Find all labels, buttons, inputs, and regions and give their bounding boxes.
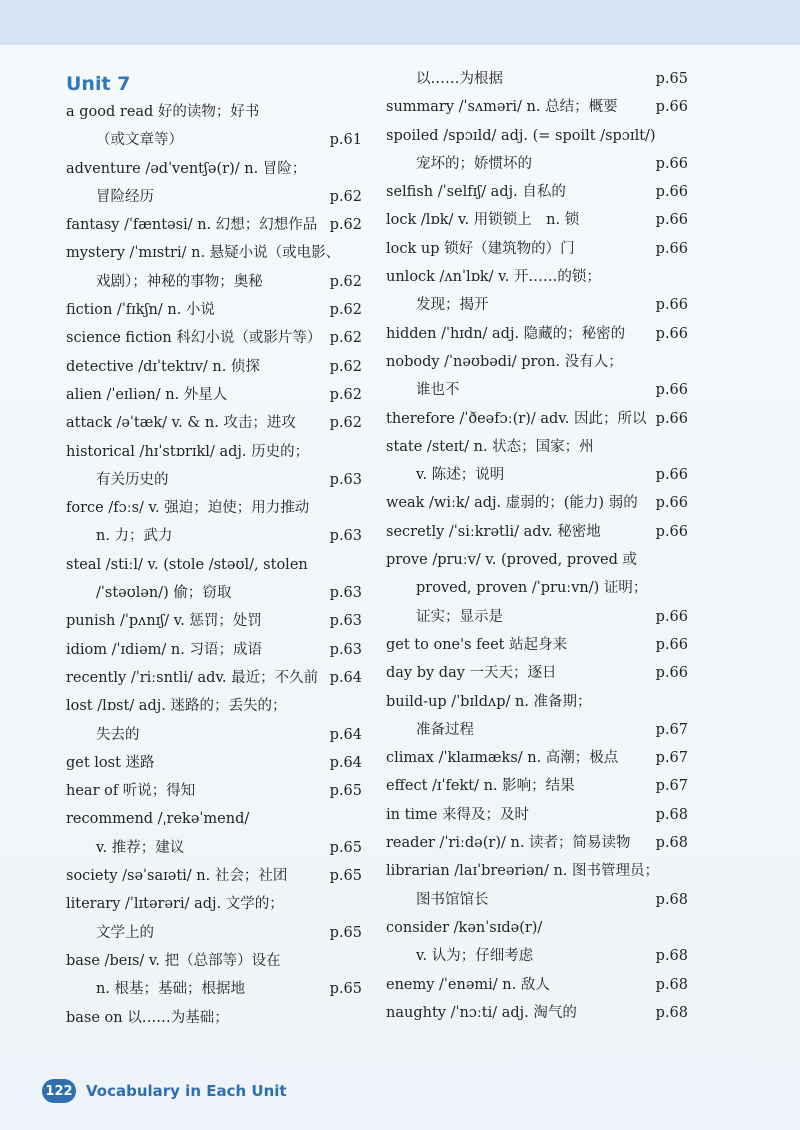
vocab-entry-text: unlock /ʌnˈlɒk/ v. 开……的锁；: [386, 269, 601, 286]
vocab-entry-text: n. 力；武力: [96, 528, 173, 545]
vocab-entry-text: 准备过程: [416, 721, 474, 738]
vocab-entry-text: /ˈstəʊlən/) 偷；窃取: [96, 585, 232, 602]
vocab-line: [66, 494, 362, 522]
vocab-entry-text: fantasy /ˈfæntəsi/ n. 幻想；幻想作品: [66, 217, 318, 234]
vocab-line: [386, 320, 688, 348]
vocab-line: [386, 178, 688, 206]
vocab-line: [66, 975, 362, 1003]
vocab-page-ref: p.66: [655, 636, 688, 653]
vocab-entry-text: 文学上的: [96, 924, 154, 941]
vocab-line: [386, 122, 688, 150]
vocab-entry-text: enemy /ˈenəmi/ n. 敌人: [386, 976, 550, 993]
vocab-line: [386, 65, 688, 93]
vocab-line: [66, 692, 362, 720]
vocab-line: [386, 744, 688, 772]
vocab-entry-text: a good read 好的读物；好书: [66, 104, 260, 120]
vocab-line: [386, 150, 688, 178]
vocab-page-ref: p.63: [329, 641, 362, 658]
vocab-page-ref: p.66: [655, 240, 688, 257]
vocab-line: [386, 263, 688, 291]
vocab-page-ref: p.68: [655, 948, 688, 965]
vocab-line: [66, 438, 362, 466]
vocab-entry-text: （或文章等）: [96, 132, 183, 149]
vocab-line: [386, 235, 688, 263]
vocab-line: [66, 777, 362, 805]
vocab-line: [386, 857, 688, 885]
vocab-page-ref: p.65: [329, 868, 362, 885]
vocab-entry-text: lock /lɒk/ v. 用锁锁上 n. 锁: [386, 212, 580, 229]
vocab-line: [66, 834, 362, 862]
vocab-page-ref: p.63: [329, 528, 362, 545]
vocab-line: [66, 409, 362, 437]
vocab-entry-text: in time 来得及；及时: [386, 806, 529, 823]
vocab-line: [66, 749, 362, 777]
vocab-entry-text: effect /ɪˈfekt/ n. 影响；结果: [386, 778, 575, 795]
vocab-page-ref: p.64: [329, 754, 362, 771]
vocab-entry-text: v. 陈述；说明: [416, 467, 505, 484]
vocab-entry-text: steal /stiːl/ v. (stole /stəʊl/, stolen: [66, 556, 308, 573]
vocab-line: [386, 659, 688, 687]
vocab-entry-text: society /səˈsaɪəti/ n. 社会；社团: [66, 868, 288, 885]
vocab-page-ref: p.63: [329, 613, 362, 630]
vocab-page-ref: p.64: [329, 669, 362, 686]
vocab-page-ref: p.62: [329, 217, 362, 234]
vocab-page-ref: p.62: [329, 358, 362, 375]
vocab-page-ref: p.67: [655, 721, 688, 738]
page-footer: [42, 1078, 287, 1104]
vocab-line: [66, 324, 362, 352]
vocab-line: [386, 603, 688, 631]
vocab-line: [386, 405, 688, 433]
vocab-entry-text: day by day 一天天；逐日: [386, 665, 557, 682]
footer-section-title: Vocabulary in Each Unit: [86, 1082, 287, 1100]
vocab-line: [386, 291, 688, 319]
vocab-line: [66, 381, 362, 409]
vocab-page-ref: p.66: [655, 467, 688, 484]
vocab-page-ref: p.65: [329, 783, 362, 800]
vocab-entry-text: 戏剧）；神秘的事物；奥秘: [96, 273, 263, 290]
page-number-badge: 122: [42, 1079, 76, 1103]
vocab-entry-text: science fiction 科幻小说（或影片等）: [66, 330, 322, 347]
vocab-line: [66, 466, 362, 494]
vocab-entry-text: n. 根基；基础；根据地: [96, 981, 246, 998]
vocab-entry-text: v. 推荐；建议: [96, 839, 185, 856]
right-column: [386, 65, 688, 1027]
vocab-page-ref: p.66: [655, 99, 688, 116]
vocab-page-ref: p.63: [329, 585, 362, 602]
vocab-line: [386, 716, 688, 744]
vocab-entry-text: 证实；显示是: [416, 608, 503, 625]
vocab-entry-text: 有关历史的: [96, 471, 169, 488]
vocab-line: [66, 98, 362, 126]
vocab-entry-text: literary /ˈlɪtərəri/ adj. 文学的；: [66, 896, 284, 913]
vocab-line: [66, 551, 362, 579]
vocab-entry-text: detective /dɪˈtektɪv/ n. 侦探: [66, 358, 260, 375]
vocab-entry-text: 以……为根据: [416, 71, 503, 87]
vocab-entry-text: consider /kənˈsɪdə(r)/: [386, 919, 543, 936]
vocab-line: [66, 353, 362, 381]
vocab-page-ref: p.66: [655, 410, 688, 427]
vocab-entry-text: v. 认为；仔细考虑: [416, 948, 534, 965]
vocab-page-ref: p.66: [655, 665, 688, 682]
vocab-entry-text: weak /wiːk/ adj. 虚弱的；(能力) 弱的: [386, 495, 638, 512]
vocab-line: [386, 631, 688, 659]
vocab-entry-text: hidden /ˈhɪdn/ adj. 隐藏的；秘密的: [386, 325, 626, 342]
vocab-entry-text: get to one's feet 站起身来: [386, 636, 568, 653]
vocab-line: [66, 721, 362, 749]
vocab-page-ref: p.65: [329, 981, 362, 998]
vocab-entry-text: therefore /ˈðeəfɔː(r)/ adv. 因此；所以: [386, 410, 647, 427]
vocab-entry-text: 图书馆馆长: [416, 891, 489, 908]
vocab-entry-text: historical /hɪˈstɒrɪkl/ adj. 历史的；: [66, 443, 310, 460]
vocab-entry-text: 失去的: [96, 726, 140, 743]
vocab-line: [386, 914, 688, 942]
vocab-page-ref: p.68: [655, 1004, 688, 1021]
vocab-page-ref: p.66: [655, 297, 688, 314]
vocab-line: [66, 890, 362, 918]
vocab-page-ref: p.66: [655, 325, 688, 342]
vocab-page-ref: p.66: [655, 184, 688, 201]
vocab-line: [386, 971, 688, 999]
vocab-line: [386, 518, 688, 546]
vocab-line: [66, 296, 362, 324]
top-band: [0, 0, 800, 45]
vocab-page-ref: p.65: [655, 71, 688, 87]
vocab-line: [66, 522, 362, 550]
vocab-page-ref: p.62: [329, 330, 362, 347]
vocab-entry-text: force /fɔːs/ v. 强迫；迫使；用力推动: [66, 500, 310, 517]
vocab-page-ref: p.67: [655, 778, 688, 795]
vocab-line: [386, 489, 688, 517]
vocab-entry-text: librarian /laɪˈbreəriən/ n. 图书管理员；: [386, 863, 660, 880]
vocab-entry-text: mystery /ˈmɪstri/ n. 悬疑小说（或电影、: [66, 245, 341, 262]
vocab-entry-text: lock up 锁好（建筑物的）门: [386, 240, 575, 257]
vocab-page-ref: p.66: [655, 382, 688, 399]
vocab-entry-text: summary /ˈsʌməri/ n. 总结；概要: [386, 99, 618, 116]
vocab-entry-text: climax /ˈklaɪmæks/ n. 高潮；极点: [386, 750, 619, 767]
vocab-page-ref: p.62: [329, 302, 362, 319]
left-column: [66, 98, 362, 1032]
vocab-entry-text: proved, proven /ˈpruːvn/) 证明；: [416, 580, 648, 597]
vocab-line: [386, 461, 688, 489]
vocab-entry-text: adventure /ədˈventʃə(r)/ n. 冒险；: [66, 160, 307, 177]
vocab-line: [386, 376, 688, 404]
vocab-line: [66, 579, 362, 607]
vocab-page-ref: p.66: [655, 155, 688, 172]
vocab-page-ref: p.64: [329, 726, 362, 743]
vocab-line: [386, 942, 688, 970]
vocab-page-ref: p.66: [655, 608, 688, 625]
vocab-entry-text: state /steɪt/ n. 状态；国家；州: [386, 438, 594, 455]
vocab-page-ref: p.61: [329, 132, 362, 149]
vocab-line: [66, 664, 362, 692]
vocab-line: [66, 919, 362, 947]
vocab-entry-text: fiction /ˈfɪkʃn/ n. 小说: [66, 302, 215, 319]
vocab-entry-text: prove /pruːv/ v. (proved, proved 或: [386, 552, 638, 569]
vocab-entry-text: selfish /ˈselfɪʃ/ adj. 自私的: [386, 184, 566, 201]
vocab-entry-text: naughty /ˈnɔːti/ adj. 淘气的: [386, 1004, 577, 1021]
vocab-entry-text: idiom /ˈɪdiəm/ n. 习语；成语: [66, 641, 262, 658]
vocab-line: [66, 183, 362, 211]
vocab-entry-text: reader /ˈriːdə(r)/ n. 读者；简易读物: [386, 835, 631, 852]
vocab-entry-text: lost /lɒst/ adj. 迷路的；丢失的；: [66, 698, 287, 715]
vocab-line: [66, 155, 362, 183]
vocab-page-ref: p.62: [329, 273, 362, 290]
vocab-entry-text: spoiled /spɔɪld/ adj. (= spoilt /spɔɪlt/): [386, 127, 656, 144]
vocab-line: [66, 126, 362, 154]
vocab-entry-text: get lost 迷路: [66, 754, 155, 771]
vocab-line: [386, 772, 688, 800]
vocab-line: [66, 268, 362, 296]
vocab-page-ref: p.62: [329, 188, 362, 205]
vocab-entry-text: alien /ˈeɪliən/ n. 外星人: [66, 386, 228, 403]
vocab-entry-text: nobody /ˈnəʊbədi/ pron. 没有人；: [386, 353, 623, 370]
vocab-entry-text: 宠坏的；娇惯坏的: [416, 155, 532, 172]
vocab-entry-text: 发现；揭开: [416, 297, 489, 314]
vocab-line: [386, 829, 688, 857]
vocab-page-ref: p.67: [655, 750, 688, 767]
vocab-line: [386, 206, 688, 234]
vocab-line: [386, 546, 688, 574]
vocab-line: [66, 211, 362, 239]
vocab-line: [386, 93, 688, 121]
vocab-page-ref: p.63: [329, 471, 362, 488]
vocab-page-ref: p.68: [655, 891, 688, 908]
vocab-line: [386, 348, 688, 376]
vocab-line: [386, 886, 688, 914]
vocab-page-ref: p.68: [655, 976, 688, 993]
vocab-line: [386, 433, 688, 461]
vocab-entry-text: recommend /ˌrekəˈmend/: [66, 811, 250, 828]
vocab-entry-text: hear of 听说；得知: [66, 783, 196, 800]
vocab-page-ref: p.66: [655, 212, 688, 229]
vocab-entry-text: secretly /ˈsiːkrətli/ adv. 秘密地: [386, 523, 601, 540]
vocab-entry-text: recently /ˈriːsntli/ adv. 最近；不久前: [66, 669, 319, 686]
vocab-entry-text: base /beɪs/ v. 把（总部等）设在: [66, 952, 281, 969]
vocab-page-ref: p.68: [655, 806, 688, 823]
vocab-line: [66, 862, 362, 890]
vocab-page-ref: p.62: [329, 386, 362, 403]
vocab-page-ref: p.66: [655, 523, 688, 540]
vocab-line: [386, 688, 688, 716]
vocab-page-ref: p.66: [655, 495, 688, 512]
vocab-line: [66, 607, 362, 635]
vocab-entry-text: build-up /ˈbɪldʌp/ n. 准备期；: [386, 693, 592, 710]
vocab-entry-text: 谁也不: [416, 382, 460, 399]
vocab-line: [386, 801, 688, 829]
vocab-line: [66, 1004, 362, 1032]
vocab-line: [66, 805, 362, 833]
vocab-page-ref: p.65: [329, 924, 362, 941]
vocab-line: [386, 999, 688, 1027]
vocab-line: [386, 574, 688, 602]
vocab-line: [66, 947, 362, 975]
vocab-entry-text: attack /əˈtæk/ v. & n. 攻击；进攻: [66, 415, 296, 432]
vocab-line: [66, 239, 362, 267]
vocab-page-ref: p.68: [655, 835, 688, 852]
vocab-entry-text: base on 以……为基础；: [66, 1009, 229, 1026]
vocab-entry-text: 冒险经历: [96, 188, 154, 205]
vocab-page-ref: p.65: [329, 839, 362, 856]
unit-title: Unit 7: [66, 73, 131, 95]
vocab-entry-text: punish /ˈpʌnɪʃ/ v. 惩罚；处罚: [66, 613, 262, 630]
vocab-page-ref: p.62: [329, 415, 362, 432]
vocab-line: [66, 636, 362, 664]
